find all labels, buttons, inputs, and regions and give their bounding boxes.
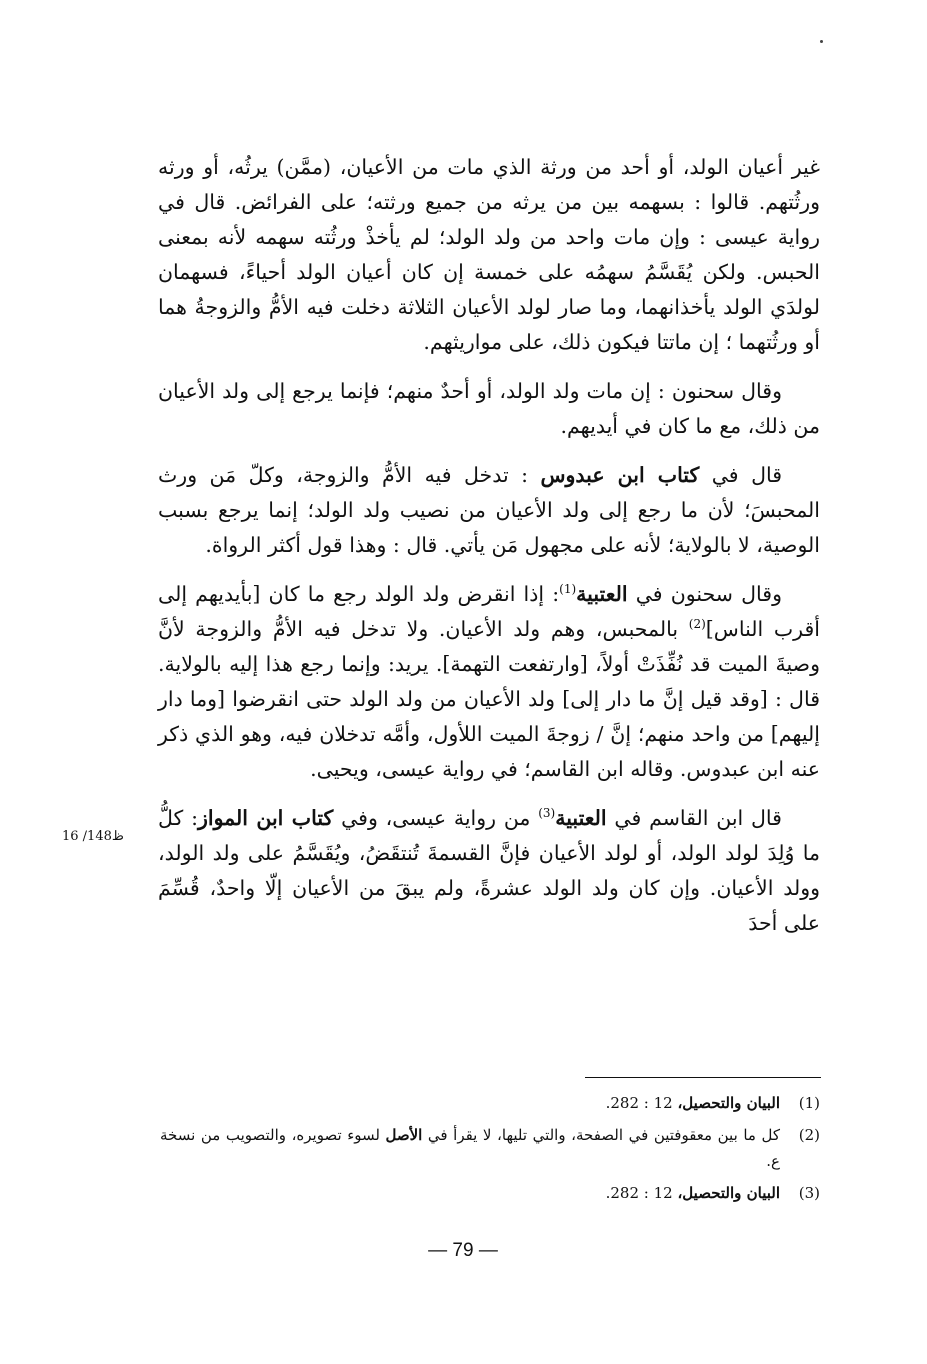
footnote-source: الأصل bbox=[385, 1126, 423, 1144]
book-title-utbiyya: العتبية bbox=[576, 582, 628, 606]
footnote-ref: لسوء تصويره، والتصويب من نسخة ع. bbox=[160, 1126, 780, 1170]
footnote-2 bbox=[160, 1122, 820, 1174]
paragraph-2-text: وقال سحنون : إن مات ولد الولد، أو أحدٌ منهم؛ فإنما يرجع إلى ولد الأعيان من ذلك، مع ما كان في أيديهم. bbox=[158, 379, 820, 438]
footnote-ref-2[interactable]: (2) bbox=[688, 617, 706, 632]
footnote-source: البيان والتحصيل، bbox=[677, 1094, 780, 1112]
footnotes bbox=[160, 1090, 820, 1212]
footnote-ref: 12 : 282. bbox=[605, 1094, 678, 1112]
paragraph-4-text: : إذا انقرض ولد الولد رجع ما كان [بأيديهم إلى أقرب الناس] bbox=[158, 582, 820, 641]
footnote-divider bbox=[585, 1077, 821, 1078]
footnote-text bbox=[160, 1180, 780, 1206]
page-number: — 79 — bbox=[428, 1240, 498, 1261]
book-title-ibn-abdus: كتاب ابن عبدوس bbox=[540, 463, 700, 487]
paragraph-4-text-cont: بالمحبس، وهم ولد الأعيان. ولا تدخل فيه الأمُّ والزوجة لأنَّ وصيةَ الميت قد نُفِّذَتْ أولاً، [وارتفعت التهمة]. يريد: وإنما رجع هذا إليه بالولاية. قال : [وقد قيل إنَّ ما دار إلى] ولد الأعيان من ولد الولد حتى انقرضوا [وما دار إليهم] من واحد منهم؛ إنَّ / زوجةَ الميت اللأول، وأمَّه تدخلان فيه، وهو الذي ذكر عنه ابن عبدوس. وقاله ابن القاسم؛ في رواية عيسى، ويحيى. bbox=[158, 617, 820, 781]
footnote-pre: كل ما بين معقوفتين في الصفحة، والتي تليها، لا يقرأ في bbox=[422, 1126, 780, 1144]
book-title-utbiyya-2: العتبية bbox=[555, 806, 607, 830]
main-text bbox=[158, 150, 820, 955]
footnote-1 bbox=[160, 1090, 820, 1116]
footnote-ref-1[interactable]: (1) bbox=[559, 582, 577, 597]
manuscript-folio-marker: 16 /148ظ bbox=[62, 829, 124, 844]
paragraph-5-lead: قال ابن القاسم في bbox=[606, 806, 782, 830]
footnote-number: (3) bbox=[798, 1184, 820, 1202]
paragraph-3 bbox=[158, 458, 820, 563]
paragraph-5-text: من رواية عيسى، وفي bbox=[333, 806, 539, 830]
footnote-3 bbox=[160, 1180, 820, 1206]
footnote-ref-3[interactable]: (3) bbox=[538, 806, 556, 821]
paragraph-5-text-cont: : كلُّ ما وُلِدَ لولد الولد، أو لولد الأعيان فإنَّ القسمةَ تُنتقَضُ، ويُقَسَّمُ على ولد الولد، وولد الأعيان. وإن كان ولد الولد عشرةً، ولم يبقَ من الأعيان إلّا واحدٌ، قُسِّمَ على أحدَ bbox=[158, 806, 820, 935]
paragraph-1-text: غير أعيان الولد، أو أحد من ورثة الذي مات من الأعيان، (ممَّن) يرثُه، أو ورثه ورثُتهم. قالوا : بسهمه بين من يرثه من جميع ورثته؛ على الفرائض. قال في رواية عيسى : وإن مات واحد من ولد الولد؛ لم يأخذْ ورثُته سهمه لأنه بمعنى الحبس. ولكن يُقَسَّمُ سهمُه على خمسة إن كان أعيان الولد أحياءً، فسهمان لولدَي الولد يأخذانهما، وما صار لولد الأعيان الثلاثة دخلت فيه الأمُّ والزوجةُ هما أو ورثُتهما ؛ إن ماتتا فيكون ذلك، على مواريثهم. bbox=[158, 155, 820, 354]
paragraph-5 bbox=[158, 801, 820, 941]
paragraph-1 bbox=[158, 150, 820, 360]
paragraph-2 bbox=[158, 374, 820, 444]
paragraph-4 bbox=[158, 577, 820, 787]
footnote-ref: 12 : 282. bbox=[605, 1184, 678, 1202]
book-title-ibn-mawaz: كتاب ابن المواز bbox=[197, 806, 334, 830]
paragraph-3-text: : تدخل فيه الأمُّ والزوجة، وكلّ مَن ورث المحبسَ؛ لأن ما رجع إلى ولد الأعيان من نصيب ولد الولد؛ إنما يرجع بسبب الوصية، لا بالولاية؛ لأنه على مجهول مَن يأتي. قال : وهذا قول أكثر الرواة. bbox=[158, 463, 820, 557]
footnote-number: (1) bbox=[798, 1094, 820, 1112]
scan-speck bbox=[820, 40, 823, 43]
footnote-text bbox=[160, 1122, 780, 1174]
footnote-source: البيان والتحصيل، bbox=[677, 1184, 780, 1202]
paragraph-4-lead: وقال سحنون في bbox=[627, 582, 782, 606]
footnote-text bbox=[160, 1090, 780, 1116]
paragraph-3-lead: قال في bbox=[699, 463, 783, 487]
footnote-number: (2) bbox=[798, 1126, 820, 1144]
